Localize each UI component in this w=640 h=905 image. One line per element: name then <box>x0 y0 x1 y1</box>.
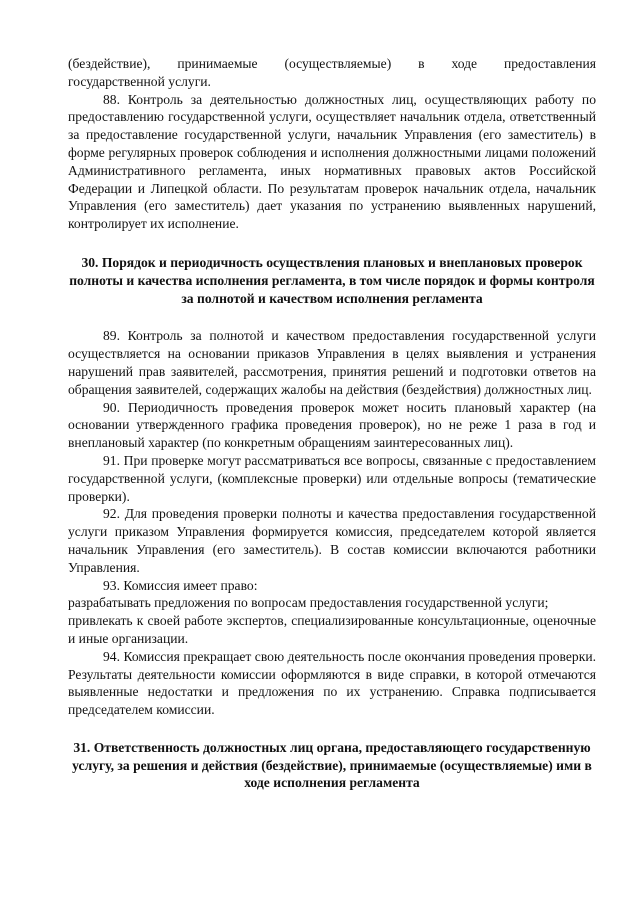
paragraph-94: 94. Комиссия прекращает свою деятельность после окончания проведения проверки. Результаты деятельности комиссии оформляются в виде справки, в которой отмечаются выявленные недостатки и предложения по их устранению. Справка подписывается председателем комиссии. <box>68 648 596 718</box>
paragraph-continuation-line: (бездействие), принимаемые (осуществляемые) в ходе предоставления <box>68 56 596 71</box>
section-heading-31: 31. Ответственность должностных лиц органа, предоставляющего государственную услугу, за решения и действия (бездействие), принимаемые (осуществляемые) ими в ходе исполнения регламента <box>72 739 592 791</box>
paragraph-88: 88. Контроль за деятельностью должностных лиц, осуществляющих работу по предоставлению государственной услуги, осуществляет начальник отдела, ответственный за предоставление государственной услуги, начальник Управления (его заместитель) в форме регулярных проверок соблюдения и исполнения должностными лицами положений Административного регламента, иных нормативных правовых актов Российской Федерации и Липецкой области. По результатам проверок начальник отдела, начальник Управления (его заместитель) дает указания по устранению выявленных нарушений, контролирует их исполнение. <box>68 91 596 232</box>
paragraph-93: 93. Комиссия имеет право: <box>103 577 258 593</box>
paragraph-92: 92. Для проведения проверки полноты и качества предоставления государственной услуги приказом Управления формируется комиссия, председателем которой является начальник Управления (его заместитель). В состав комиссии включаются работники Управления. <box>68 506 596 575</box>
section-heading-30: 30. Порядок и периодичность осуществления плановых и внеплановых проверок полноты и качества исполнения регламента, в том числе порядок и формы контроля за полнотой и качеством исполнения регламента <box>69 254 595 306</box>
paragraph-93-item-a: разрабатывать предложения по вопросам предоставления государственной услуги; <box>68 595 549 611</box>
paragraph-91: 91. При проверке могут рассматриваться все вопросы, связанные с предоставлением государственной услуги, (комплексные проверки) или отдельные вопросы (тематические проверки). <box>68 452 596 504</box>
paragraph-93-item-b: привлекать к своей работе экспертов, специализированные консультационные, оценочные и иные организации. <box>68 613 596 646</box>
paragraph-89: 89. Контроль за полнотой и качеством предоставления государственной услуги осуществляется на основании приказов Управления в целях выявления и устранения нарушений прав заявителей, рассмотрения, принятия решений и подготовки ответов на обращения заявителей, содержащих жалобы на действия (бездействия) должностных лиц. <box>68 328 596 397</box>
paragraph-continuation-end: государственной услуги. <box>68 73 211 89</box>
document-page <box>68 0 596 792</box>
paragraph-90: 90. Периодичность проведения проверок может носить плановый характер (на основании утвержденного графика проведения проверок), но не реже 1 раза в год и внеплановый характер (по конкретным обращениям заинтересованных лиц). <box>68 399 596 451</box>
